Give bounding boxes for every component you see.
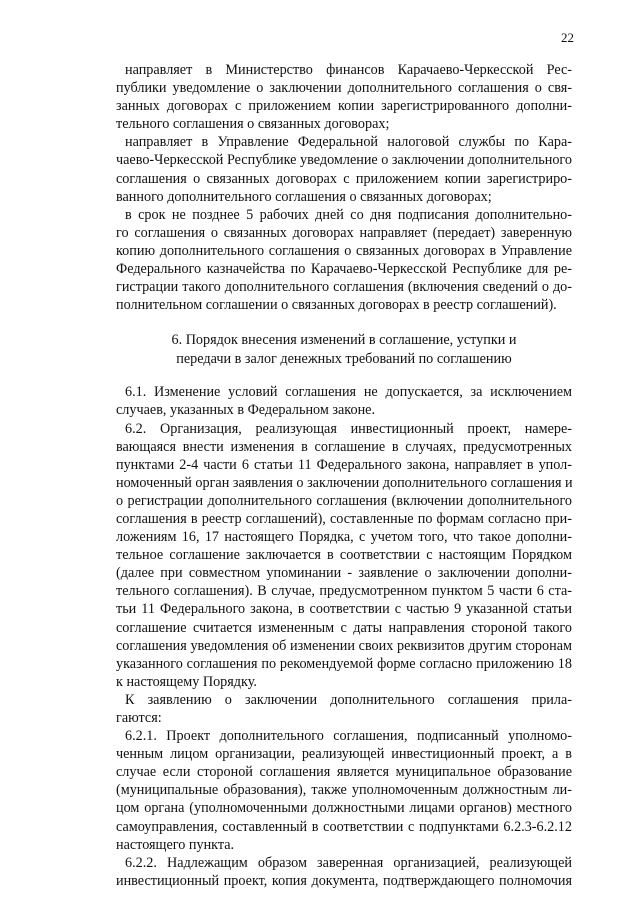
text-line: самоуправления, составленный в соответствии с подпунктами 6.2.3-6.2.12 <box>116 818 572 835</box>
text-line: случае если стороной соглашения является муниципальное образование <box>116 764 572 781</box>
text-line: настоящего пункта. <box>116 836 235 853</box>
text-line: публики уведомление о заключении дополнительного соглашения о свя- <box>116 80 572 97</box>
text-line: (далее при совместном упоминании - заявление о заключении дополни- <box>116 565 572 582</box>
paragraph <box>116 727 572 854</box>
text-line: гаются: <box>116 710 162 726</box>
section-heading-line-2: передачи в залог денежных требований по соглашению <box>176 351 512 368</box>
text-line: Федерального казначейства по Карачаево-Черкесской Республике для ре- <box>116 261 572 278</box>
text-line: к настоящему Порядку. <box>116 673 257 690</box>
text-line: занных договорах с приложением копии зарегистрированного дополни- <box>116 98 572 115</box>
text-line: о регистрации дополнительного соглашения (включении дополнительного <box>116 492 572 509</box>
text-line: указанного соглашения по рекомендуемой форме согласно приложению 18 <box>116 655 572 672</box>
paragraph <box>116 61 572 133</box>
text-line: тельное соглашение заключается в соответствии с настоящим Порядком <box>116 547 572 564</box>
text-line: инвестиционный проект, копия документа, подтверждающего полномочия <box>116 872 572 889</box>
text-line: соглашения уведомления об изменении своих реквизитов другим сторонам <box>116 637 572 654</box>
text-line: чаево-Черкесской Республике уведомление о заключении дополнительного <box>116 152 572 169</box>
text-line: копию дополнительного соглашения о связанных договорах в Управление <box>116 242 572 259</box>
text-line: го соглашения о связанных договорах направляет (передает) заверенную <box>116 224 572 241</box>
text-line: К заявлению о заключении дополнительного соглашения прила- <box>125 691 572 708</box>
paragraph <box>116 854 572 890</box>
text-line: соглашения о связанных договорах с приложением копии зарегистриро- <box>116 170 572 187</box>
text-line: ложениям 16, 17 настоящего Порядка, с учетом того, что такое дополни- <box>116 529 572 546</box>
text-line: соглашение считается измененным с даты направления стороной такого <box>116 619 572 636</box>
text-line: направляет в Управление Федеральной налоговой службы по Кара- <box>125 134 572 151</box>
text-line: 6.1. Изменение условий соглашения не допускается, за исключением <box>125 384 572 401</box>
text-line: 6.2.2. Надлежащим образом заверенная организацией, реализующей <box>125 854 572 871</box>
text-line: тельного соглашения о связанных договорах; <box>116 116 390 133</box>
text-line: пунктами 2-4 части 6 статьи 11 Федерального закона, направляет в упол- <box>116 456 572 473</box>
text-line: в срок не позднее 5 рабочих дней со дня подписания дополнительно- <box>125 206 572 223</box>
text-line: 6.2. Организация, реализующая инвестиционный проект, намере- <box>125 420 572 437</box>
text-line: ченным лицом организации, реализующей инвестиционный проект, а в <box>116 746 572 763</box>
paragraph <box>116 133 572 205</box>
paragraph <box>116 691 572 727</box>
paragraph-block-bottom <box>116 383 572 890</box>
text-line: ванного дополнительного соглашения о связанных договорах; <box>116 188 492 205</box>
text-line: направляет в Министерство финансов Карачаево-Черкесской Рес- <box>125 62 572 78</box>
document-body <box>116 0 572 890</box>
paragraph-block-top <box>116 61 572 314</box>
text-line: случаев, указанных в Федеральном законе. <box>116 402 376 419</box>
paragraph <box>116 383 572 419</box>
section-heading <box>116 331 572 369</box>
text-line: вающаяся внести изменения в соглашение в случаях, предусмотренных <box>116 438 572 455</box>
paragraph <box>116 206 572 315</box>
paragraph <box>116 420 572 691</box>
text-line: тельного соглашения). В случае, предусмотренном пунктом 5 части 6 ста- <box>116 583 572 600</box>
text-line: цом органа (уполномоченными должностными лицами органов) местного <box>116 800 572 817</box>
text-line: (муниципальные образования), также уполномоченным должностным ли- <box>116 782 572 799</box>
text-line: 6.2.1. Проект дополнительного соглашения, подписанный уполномо- <box>125 728 572 745</box>
text-line: полнительном соглашении о связанных договорах в реестр соглашений). <box>116 297 557 314</box>
text-line: тьи 11 Федерального закона, в соответствии с частью 9 указанной статьи <box>116 601 572 618</box>
page-number: 22 <box>561 30 574 45</box>
text-line: соглашения в реестр соглашений), составленные по формам согласно при- <box>116 510 572 527</box>
section-heading-line-1: 6. Порядок внесения изменений в соглашение, уступки и <box>171 332 517 349</box>
text-line: номоченный орган заявления о заключении дополнительного соглашения и <box>116 474 573 491</box>
text-line: гистрации такого дополнительного соглашения (включения сведений о до- <box>116 279 572 296</box>
